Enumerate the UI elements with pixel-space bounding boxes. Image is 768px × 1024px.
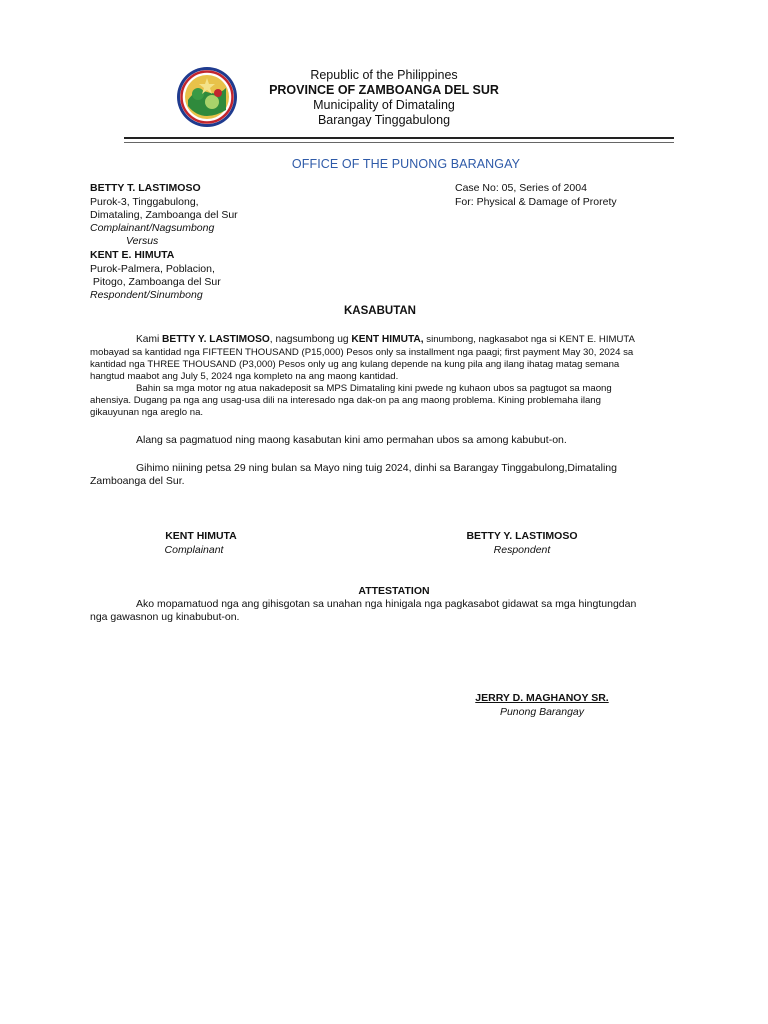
header-barangay: Barangay Tinggabulong (317, 113, 451, 127)
respondent-name: KENT E. HIMUTA (90, 249, 175, 261)
header-rule-thin (124, 142, 674, 143)
complainant-address-line1: Purok-3, Tinggabulong, (90, 196, 199, 208)
respondent-address-line2: Pitogo, Zamboanga del Sur (90, 276, 221, 288)
attestation-line1: Ako mopamatuod nga ang gihisgotan sa unahan nga hinigala nga pagkasabot gidawat sa mga hingtungdan (136, 598, 637, 610)
respondent-address-line1: Purok-Palmera, Poblacion, (90, 263, 215, 275)
agreement-title: KASABUTAN (344, 305, 416, 317)
agreement-p1-mid: , nagsumbong ug (269, 334, 352, 345)
signature-left-name: KENT HIMUTA (165, 530, 237, 542)
header-municipality: Municipality of Dimataling (313, 98, 455, 112)
signature-right-role: Respondent (493, 544, 551, 556)
versus-label: Versus (126, 235, 159, 247)
case-number: Case No: 05, Series of 2004 (455, 182, 587, 194)
agreement-p2-line3: gikauyunan nga areglo na. (90, 407, 204, 418)
attestation-signer-name: JERRY D. MAGHANOY SR. (475, 692, 609, 704)
agreement-p1-rest: sinumbong, nagkasabot nga si KENT E. HIMUTA (423, 334, 635, 345)
agreement-p1-line4: hangtud maabot ang July 5, 2024 nga kompleto na ang maong kantidad. (90, 371, 399, 382)
attestation-title: ATTESTATION (358, 585, 430, 597)
agreement-p2-line1: Bahin sa mga motor ng atua nakadeposit sa MPS Dimataling kini pwede ng kuhaon ubos sa pagtugot sa maong (136, 383, 612, 394)
complainant-address-line2: Dimataling, Zamboanga del Sur (90, 209, 238, 221)
header-province: PROVINCE OF ZAMBOANGA DEL SUR (269, 83, 499, 97)
agreement-p1-complainant: BETTY Y. LASTIMOSO (162, 334, 270, 345)
agreement-p1-line2: mobayad sa kantidad nga FIFTEEN THOUSAND (P15,000) Pesos only sa installment nga paagi; first payment May 30, 2024 sa (90, 347, 634, 358)
agreement-p1-line3: kantidad nga THREE THOUSAND (P3,000) Pesos only ug ang kulang depende na kung pila ang ilang ihatag matag semana (90, 359, 620, 370)
signature-right-name: BETTY Y. LASTIMOSO (466, 530, 578, 542)
attestation-signer-role: Punong Barangay (499, 706, 585, 718)
header-rule-thick (124, 137, 674, 139)
office-title: OFFICE OF THE PUNONG BARANGAY (291, 157, 521, 171)
signature-left-role: Complainant (164, 544, 224, 556)
agreement-p1-line1 (136, 334, 635, 346)
agreement-p4-line2: Zamboanga del Sur. (90, 475, 185, 487)
agreement-p3: Alang sa pagmatuod ning maong kasabutan kini amo permahan ubos sa among kabubut-on. (136, 434, 567, 446)
complainant-role: Complainant/Nagsumbong (90, 222, 215, 234)
header-republic: Republic of the Philippines (310, 68, 458, 82)
complainant-name: BETTY T. LASTIMOSO (90, 182, 201, 194)
agreement-p2-line2: ahensiya. Dugang pa nga ang usag-usa dili na interesado nga dak-on pa ang maong problema. Kining problemaha ilang (90, 395, 601, 406)
case-subject: For: Physical & Damage of Prorety (455, 196, 617, 208)
agreement-p1-respondent: KENT HIMUTA, (351, 334, 424, 345)
agreement-p4-line1: Gihimo niining petsa 29 ning bulan sa Mayo ning tuig 2024, dinhi sa Barangay Tinggabulong,Dimataling (136, 462, 617, 474)
attestation-line2: nga gawasnon ug kinabubut-on. (90, 611, 240, 623)
respondent-role: Respondent/Sinumbong (90, 289, 203, 301)
agreement-p1-kami: Kami (136, 334, 163, 345)
